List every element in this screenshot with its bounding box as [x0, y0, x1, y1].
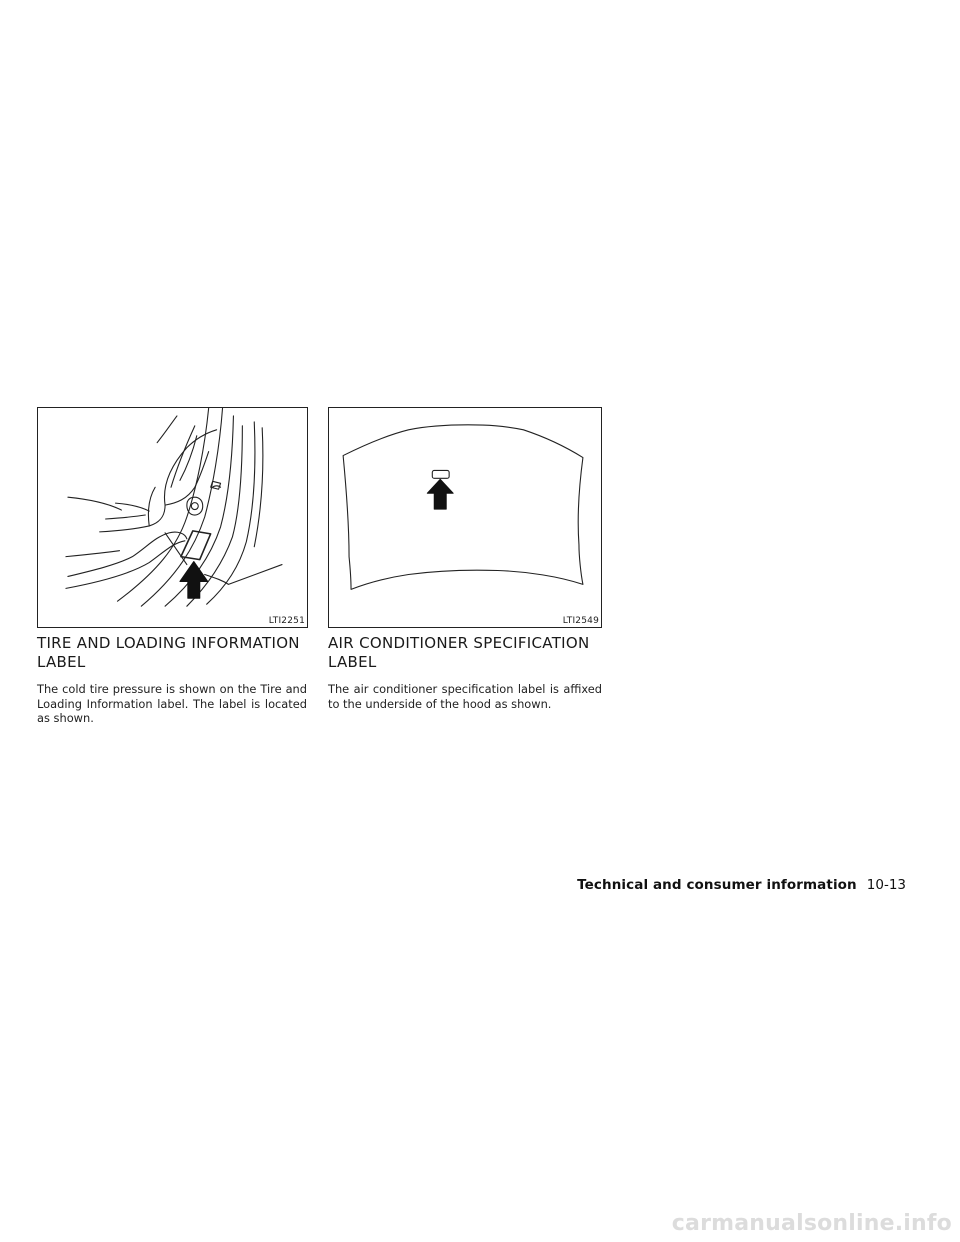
tire-loading-section: [37, 634, 307, 726]
door-pillar-illustration: [38, 408, 307, 627]
chapter-title: Technical and consumer information: [577, 877, 857, 893]
watermark: carmanualsonline.info: [671, 1211, 952, 1236]
section-body: The cold tire pressure is shown on the Tire and Loading Information label. The label is located as shown.: [37, 682, 307, 726]
figure-code: LTI2251: [268, 616, 305, 626]
section-body: The air conditioner specification label is affixed to the underside of the hood as shown.: [328, 682, 602, 711]
ac-label-figure: [328, 407, 602, 628]
section-heading: AIR CONDITIONER SPECIFICATION LABEL: [328, 634, 590, 671]
hood-underside-illustration: [329, 408, 601, 627]
arrow-up-icon: [180, 562, 208, 599]
page-footer: [577, 877, 906, 893]
section-heading: TIRE AND LOADING INFORMATION LABEL: [37, 634, 300, 671]
ac-specification-section: [328, 634, 602, 711]
tire-label-figure: [37, 407, 308, 628]
figure-code: LTI2549: [562, 616, 599, 626]
arrow-up-icon: [427, 479, 453, 509]
page-number: 10-13: [866, 877, 906, 893]
ac-label-marker: [432, 470, 449, 478]
